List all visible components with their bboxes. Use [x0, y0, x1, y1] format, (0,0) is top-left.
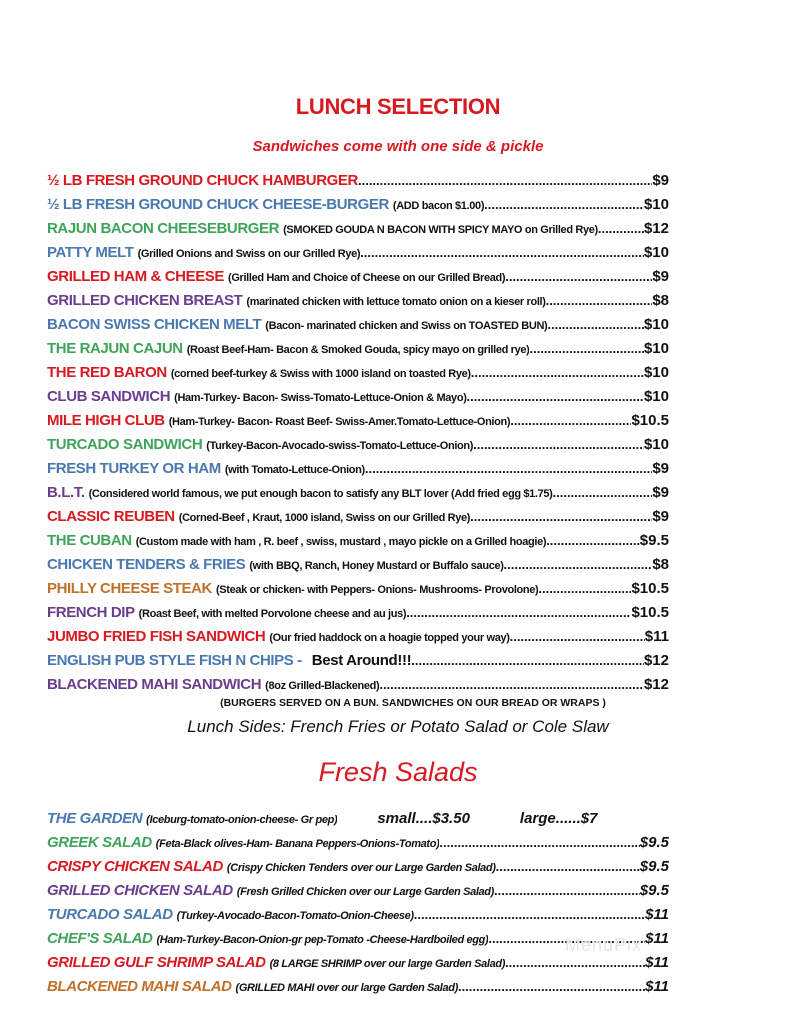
item-description: (Fresh Grilled Chicken over our Large Garden Salad) — [236, 886, 494, 898]
item-description: (Ham-Turkey-Bacon-Onion-gr pep-Tomato -Cheese-Hardboiled egg) — [156, 934, 489, 946]
dot-leader — [360, 245, 644, 260]
item-name: THE CUBAN — [47, 532, 132, 549]
dot-leader — [505, 955, 645, 970]
item-description: Best Around!!! — [311, 652, 412, 669]
item-price: $12 — [643, 652, 669, 669]
dot-leader — [414, 907, 645, 922]
item-price-small: small....$3.50 — [377, 810, 470, 827]
item-price: $11 — [645, 954, 669, 971]
dot-leader — [547, 317, 644, 332]
item-price: $8 — [652, 292, 669, 309]
dot-leader — [484, 197, 644, 212]
item-name: TURCADO SALAD — [47, 906, 173, 923]
item-price: $10 — [643, 436, 669, 453]
item-name: GREEK SALAD — [47, 834, 152, 851]
item-description: (ADD bacon $1.00) — [392, 200, 485, 212]
dot-leader — [365, 461, 652, 476]
item-description: (with Tomato-Lettuce-Onion) — [224, 464, 365, 476]
menu-item — [47, 340, 669, 364]
item-name: BLACKENED MAHI SANDWICH — [47, 676, 262, 693]
menu-item — [47, 882, 669, 906]
menu-item — [47, 220, 669, 244]
item-price: $10 — [643, 196, 669, 213]
item-price: $9 — [652, 172, 669, 189]
item-name: CHEF'S SALAD — [47, 930, 153, 947]
item-description: (Turkey-Avocado-Bacon-Tomato-Onion-Cheese) — [176, 910, 414, 922]
item-price: $11 — [645, 906, 669, 923]
item-name: FRENCH DIP — [47, 604, 135, 621]
dot-leader — [467, 389, 644, 404]
item-description: (Turkey-Bacon-Avocado-swiss-Tomato-Lettuce-Onion) — [206, 440, 474, 452]
item-name: THE RED BARON — [47, 364, 167, 381]
menu-item — [47, 580, 669, 604]
item-price: $9 — [652, 460, 669, 477]
serving-note: (BURGERS SERVED ON A BUN. SANDWICHES ON OUR BREAD OR WRAPS ) — [220, 697, 606, 709]
item-price: $12 — [643, 220, 669, 237]
item-price-large: large......$7 — [519, 810, 598, 827]
item-name: CHICKEN TENDERS & FRIES — [47, 556, 246, 573]
item-description: (Considered world famous, we put enough bacon to satisfy any BLT lover (Add fried egg $1.75) — [88, 488, 553, 500]
item-name: ½ LB FRESH GROUND CHUCK CHEESE-BURGER — [47, 196, 389, 213]
item-name: THE RAJUN CAJUN — [47, 340, 183, 357]
item-price: $10.5 — [631, 412, 669, 429]
menu-item — [47, 508, 669, 532]
item-description: (8 LARGE SHRIMP over our large Garden Salad) — [269, 958, 506, 970]
item-description: (marinated chicken with lettuce tomato onion on a kieser roll) — [246, 296, 546, 308]
item-name: PATTY MELT — [47, 244, 134, 261]
item-name: TURCADO SANDWICH — [47, 436, 203, 453]
dot-leader — [494, 883, 640, 898]
item-name: GRILLED GULF SHRIMP SALAD — [47, 954, 266, 971]
menu-item — [47, 268, 669, 292]
item-price: $11 — [644, 628, 669, 645]
item-description: (Iceburg-tomato-onion-cheese- Gr pep) — [146, 814, 338, 826]
item-name: CLUB SANDWICH — [47, 388, 171, 405]
dot-leader — [358, 173, 652, 188]
item-description: (8oz Grilled-Blackened) — [265, 680, 380, 692]
dot-leader — [379, 677, 644, 692]
dot-leader — [546, 293, 653, 308]
salads-menu-list — [47, 810, 669, 1002]
item-name: MILE HIGH CLUB — [47, 412, 165, 429]
item-price: $9 — [652, 508, 669, 525]
item-name: BLACKENED MAHI SALAD — [47, 978, 232, 995]
item-description: (Bacon- marinated chicken and Swiss on TOASTED BUN) — [265, 320, 548, 332]
item-price: $10 — [643, 364, 669, 381]
item-name: JUMBO FRIED FISH SANDWICH — [47, 628, 266, 645]
menu-item — [47, 628, 669, 652]
dot-leader — [406, 605, 631, 620]
item-name: PHILLY CHEESE STEAK — [47, 580, 212, 597]
item-price: $9 — [652, 268, 669, 285]
item-description: (Grilled Ham and Choice of Cheese on our Grilled Bread) — [228, 272, 506, 284]
dot-leader — [510, 413, 631, 428]
item-description: (corned beef-turkey & Swiss with 1000 island on toasted Rye) — [170, 368, 471, 380]
menu-item — [47, 196, 669, 220]
item-description: (with BBQ, Ranch, Honey Mustard or Buffalo sauce) — [249, 560, 504, 572]
dot-leader — [458, 979, 645, 994]
item-name: B.L.T. — [47, 484, 85, 501]
item-name: ½ LB FRESH GROUND CHUCK HAMBURGER — [47, 172, 358, 189]
menu-item — [47, 484, 669, 508]
menu-item — [47, 978, 669, 1002]
dot-leader — [553, 485, 653, 500]
item-description: (Steak or chicken- with Peppers- Onions- Mushrooms- Provolone) — [215, 584, 539, 596]
item-name: CLASSIC REUBEN — [47, 508, 175, 525]
item-description: (Corned-Beef , Kraut, 1000 island, Swiss on our Grilled Rye) — [178, 512, 471, 524]
item-name: GRILLED CHICKEN BREAST — [47, 292, 243, 309]
item-description: (GRILLED MAHI over our large Garden Salad) — [235, 982, 458, 994]
item-price: $9.5 — [639, 532, 669, 549]
item-price: $10.5 — [631, 580, 669, 597]
item-description: (Roast Beef-Ham- Bacon & Smoked Gouda, spicy mayo on grilled rye) — [186, 344, 530, 356]
menu-item — [47, 172, 669, 196]
dot-leader — [538, 581, 631, 596]
dot-leader — [505, 269, 652, 284]
dot-leader — [439, 835, 639, 850]
item-price: $11 — [645, 930, 669, 947]
menu-item — [47, 556, 669, 580]
item-description: (Roast Beef, with melted Porvolone cheese and au jus) — [138, 608, 407, 620]
salads-heading: Fresh Salads — [318, 757, 478, 787]
menu-item — [47, 292, 669, 316]
menu-item — [47, 834, 669, 858]
dot-leader — [598, 221, 644, 236]
menu-item — [47, 388, 669, 412]
item-description: (Our fried haddock on a hoagie topped your way) — [269, 632, 510, 644]
item-price: $10 — [643, 340, 669, 357]
item-name: FRESH TURKEY OR HAM — [47, 460, 221, 477]
item-name: RAJUN BACON CHEESEBURGER — [47, 220, 280, 237]
menu-item — [47, 532, 669, 556]
dot-leader — [471, 365, 644, 380]
dot-leader — [470, 509, 652, 524]
menu-item — [47, 460, 669, 484]
menu-item — [47, 364, 669, 388]
dot-leader — [411, 653, 644, 668]
menu-item — [47, 906, 669, 930]
menu-item — [47, 652, 669, 676]
dot-leader — [473, 437, 644, 452]
item-description: (Crispy Chicken Tenders over our Large Garden Salad) — [226, 862, 496, 874]
item-name: THE GARDEN — [47, 810, 143, 827]
item-name: GRILLED CHICKEN SALAD — [47, 882, 233, 899]
item-price: $10 — [643, 388, 669, 405]
dot-leader — [496, 859, 640, 874]
item-description: (Ham-Turkey- Bacon- Roast Beef- Swiss-Amer.Tomato-Lettuce-Onion) — [168, 416, 511, 428]
menu-item — [47, 954, 669, 978]
item-name: CRISPY CHICKEN SALAD — [47, 858, 223, 875]
item-description: (Ham-Turkey- Bacon- Swiss-Tomato-Lettuce-Onion & Mayo) — [174, 392, 467, 404]
item-description: (Grilled Onions and Swiss on our Grilled Rye) — [137, 248, 361, 260]
dot-leader — [504, 557, 653, 572]
menu-item — [47, 412, 669, 436]
watermark: MenuPix — [565, 935, 643, 955]
item-price: $10 — [643, 316, 669, 333]
dot-leader — [510, 629, 645, 644]
menu-item — [47, 244, 669, 268]
page-subtitle: Sandwiches come with one side & pickle — [252, 138, 544, 155]
menu-item — [47, 858, 669, 882]
item-price: $8 — [652, 556, 669, 573]
item-description: (SMOKED GOUDA N BACON WITH SPICY MAYO on Grilled Rye) — [283, 224, 598, 236]
menu-item — [47, 436, 669, 460]
item-price: $11 — [645, 978, 669, 995]
item-description: (Custom made with ham , R. beef , swiss, mustard , mayo pickle on a Grilled hoagie) — [135, 536, 547, 548]
lunch-menu-list — [47, 172, 669, 700]
item-price: $9.5 — [639, 882, 669, 899]
item-description: (Feta-Black olives-Ham- Banana Peppers-Onions-Tomato) — [155, 838, 440, 850]
menu-item — [47, 604, 669, 628]
menu-item — [47, 810, 669, 834]
item-price: $10 — [643, 244, 669, 261]
menu-item — [47, 316, 669, 340]
item-name: GRILLED HAM & CHEESE — [47, 268, 225, 285]
item-price: $12 — [643, 676, 669, 693]
item-name: BACON SWISS CHICKEN MELT — [47, 316, 262, 333]
page-title: LUNCH SELECTION — [295, 94, 501, 119]
item-price: $9 — [652, 484, 669, 501]
item-price: $10.5 — [631, 604, 669, 621]
item-price: $9.5 — [639, 858, 669, 875]
lunch-sides: Lunch Sides: French Fries or Potato Salad or Cole Slaw — [187, 717, 609, 736]
item-price: $9.5 — [639, 834, 669, 851]
dot-leader — [546, 533, 640, 548]
item-name: ENGLISH PUB STYLE FISH N CHIPS - — [47, 652, 302, 669]
dot-leader — [529, 341, 644, 356]
